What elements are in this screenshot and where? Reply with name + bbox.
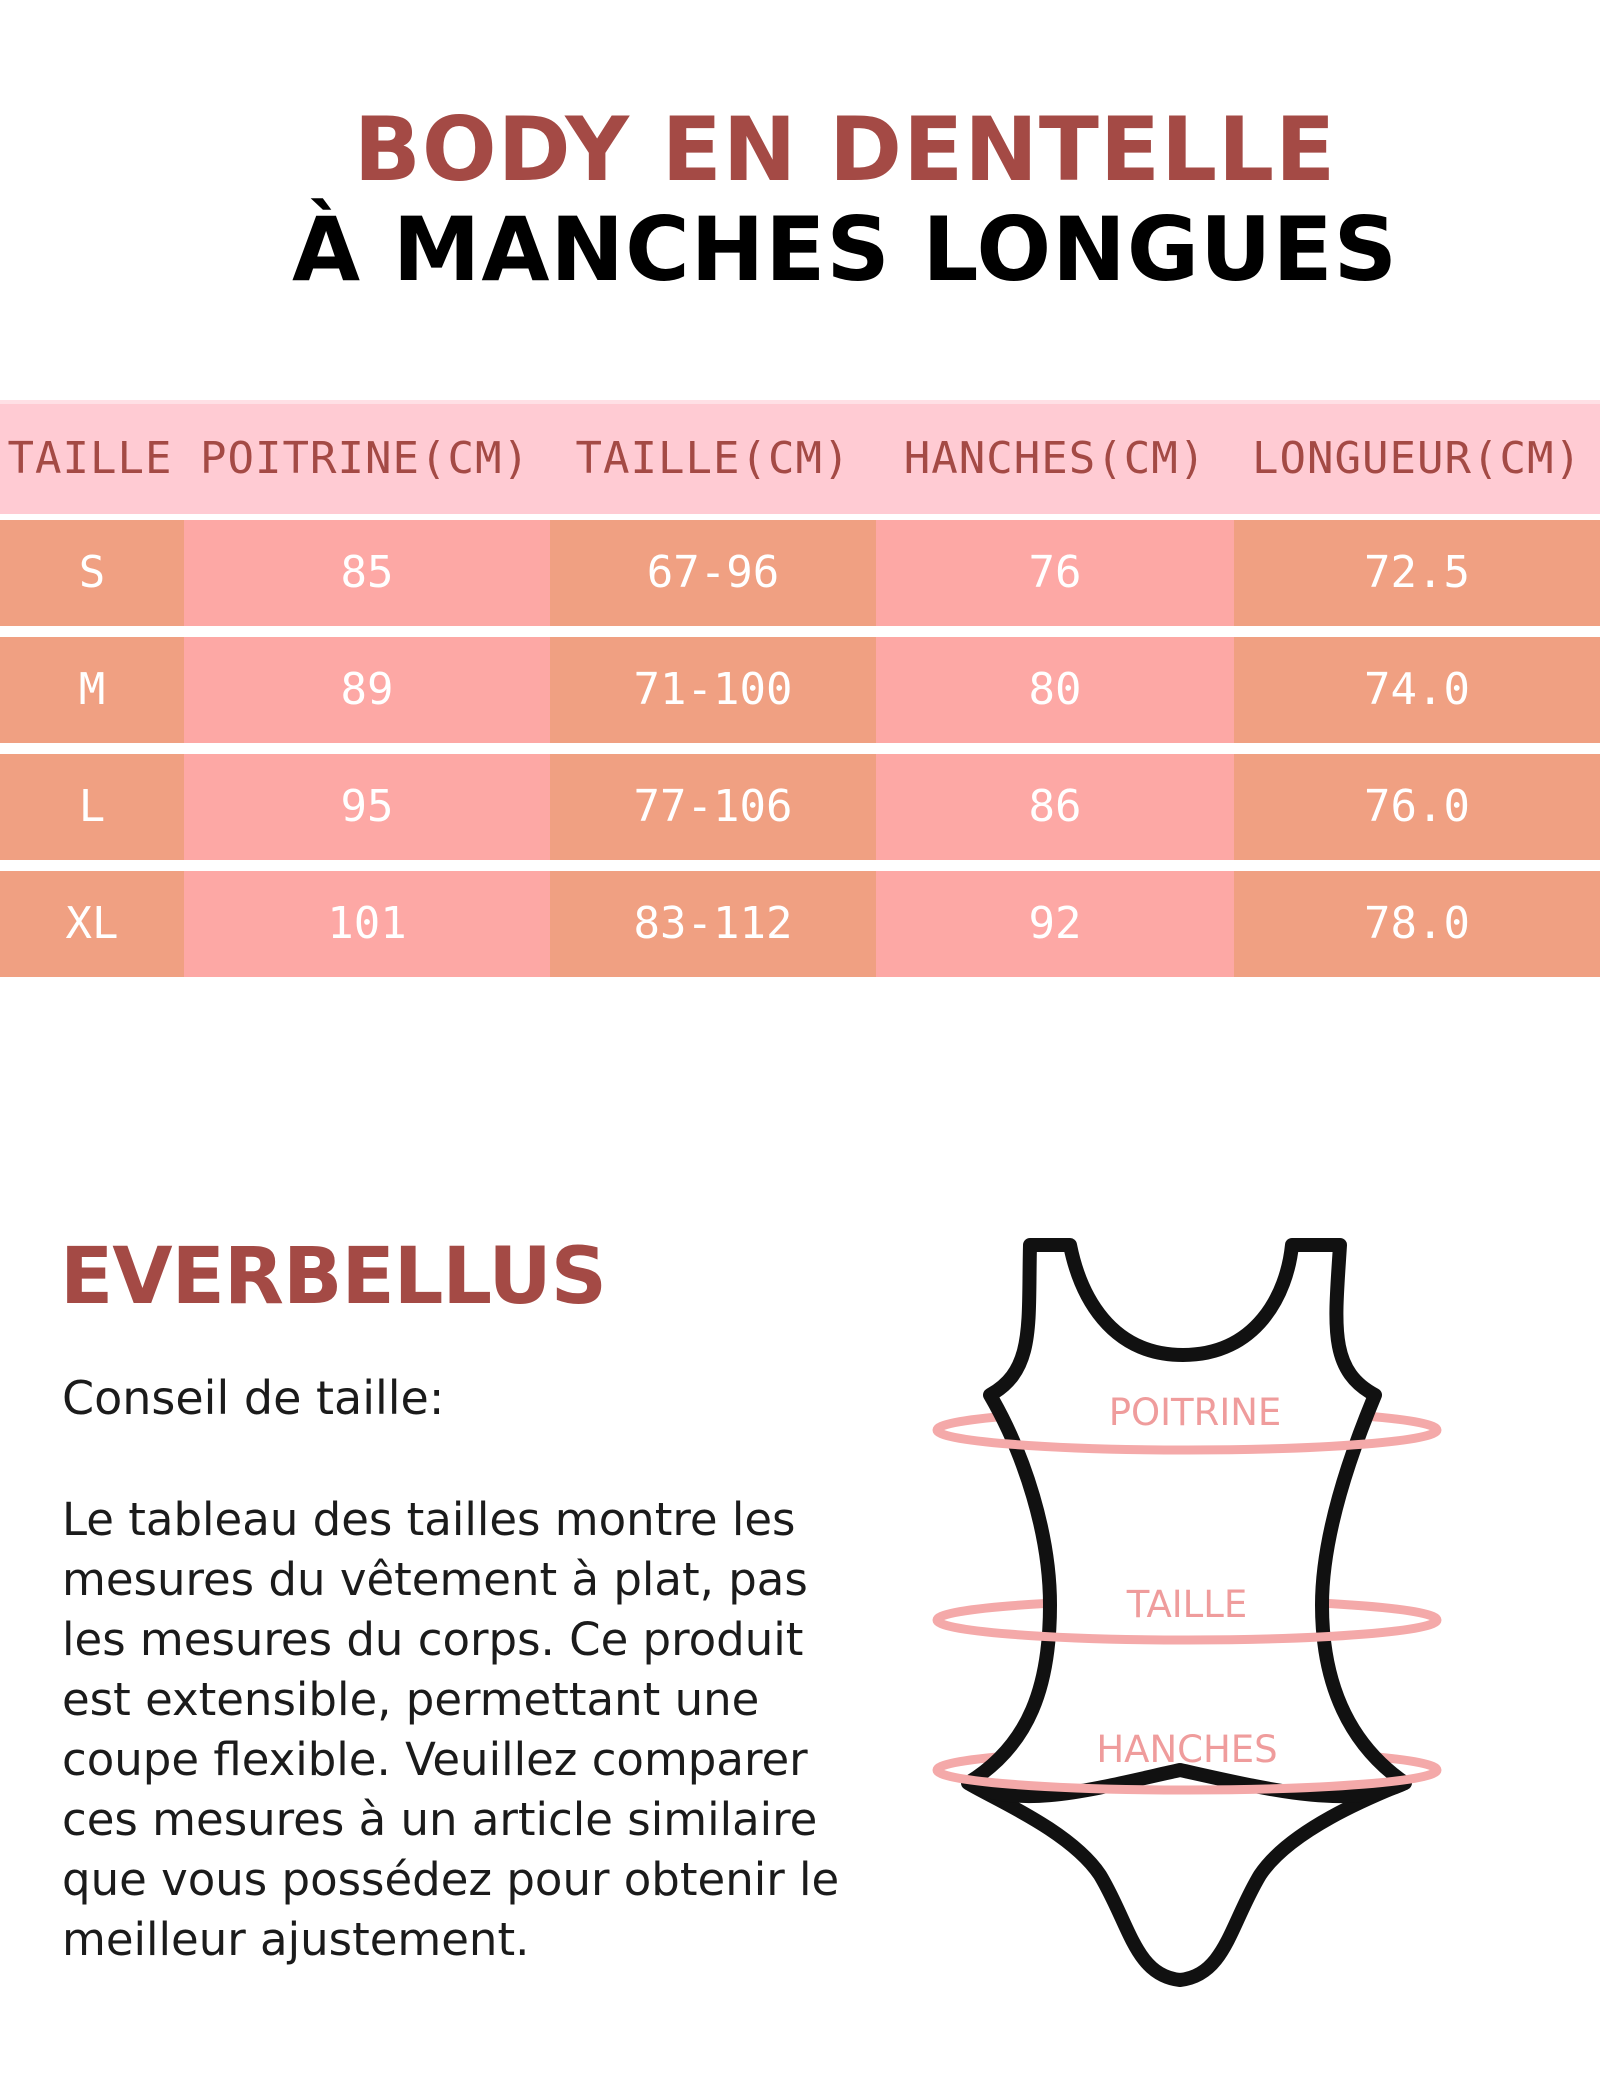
- cell-chest: 101: [184, 871, 550, 977]
- cell-size: M: [0, 637, 184, 743]
- header-waist: TAILLE(CM): [575, 433, 851, 484]
- title-line-1: BODY EN DENTELLE: [353, 98, 1337, 201]
- advice-line: Le tableau des tailles montre les: [62, 1493, 796, 1546]
- bodysuit-diagram: [930, 1235, 1450, 1995]
- advice-line: coupe flexible. Veuillez comparer: [62, 1733, 808, 1786]
- table-row: [0, 637, 1600, 743]
- header-size: TAILLE: [7, 433, 173, 484]
- chest-label: POITRINE: [1108, 1391, 1282, 1434]
- cell-chest: 85: [184, 520, 550, 626]
- cell-waist: 83-112: [550, 871, 876, 977]
- size-advice-heading: Conseil de taille:: [62, 1371, 445, 1425]
- brand-logo: EVERBELLUS: [60, 1232, 606, 1322]
- cell-waist: 77-106: [550, 754, 876, 860]
- page-title: [0, 100, 1600, 300]
- header-length: LONGUEUR(CM): [1252, 433, 1582, 484]
- size-advice-text: [62, 1490, 912, 1970]
- advice-line: ces mesures à un article similaire: [62, 1793, 818, 1846]
- header-chest: POITRINE(CM): [200, 433, 530, 484]
- table-header-row: [0, 400, 1600, 514]
- cell-hips: 86: [876, 754, 1234, 860]
- cell-length: 72.5: [1234, 520, 1600, 626]
- cell-waist: 71-100: [550, 637, 876, 743]
- advice-line: mesures du vêtement à plat, pas: [62, 1553, 808, 1606]
- bodysuit-outline-icon: [930, 1235, 1450, 1995]
- waist-label: TAILLE: [1126, 1583, 1248, 1626]
- table-row: [0, 520, 1600, 626]
- advice-line: est extensible, permettant une: [62, 1673, 760, 1726]
- cell-chest: 95: [184, 754, 550, 860]
- cell-length: 76.0: [1234, 754, 1600, 860]
- table-row: [0, 871, 1600, 977]
- cell-size: S: [0, 520, 184, 626]
- cell-hips: 80: [876, 637, 1234, 743]
- advice-line: meilleur ajustement.: [62, 1913, 530, 1966]
- cell-size: L: [0, 754, 184, 860]
- cell-length: 78.0: [1234, 871, 1600, 977]
- cell-hips: 92: [876, 871, 1234, 977]
- cell-length: 74.0: [1234, 637, 1600, 743]
- cell-chest: 89: [184, 637, 550, 743]
- advice-line: les mesures du corps. Ce produit: [62, 1613, 804, 1666]
- hips-label: HANCHES: [1096, 1728, 1278, 1771]
- cell-hips: 76: [876, 520, 1234, 626]
- table-row: [0, 754, 1600, 860]
- header-hips: HANCHES(CM): [903, 433, 1207, 484]
- cell-size: XL: [0, 871, 184, 977]
- advice-line: que vous possédez pour obtenir le: [62, 1853, 840, 1906]
- title-line-2: À MANCHES LONGUES: [292, 198, 1398, 301]
- cell-waist: 67-96: [550, 520, 876, 626]
